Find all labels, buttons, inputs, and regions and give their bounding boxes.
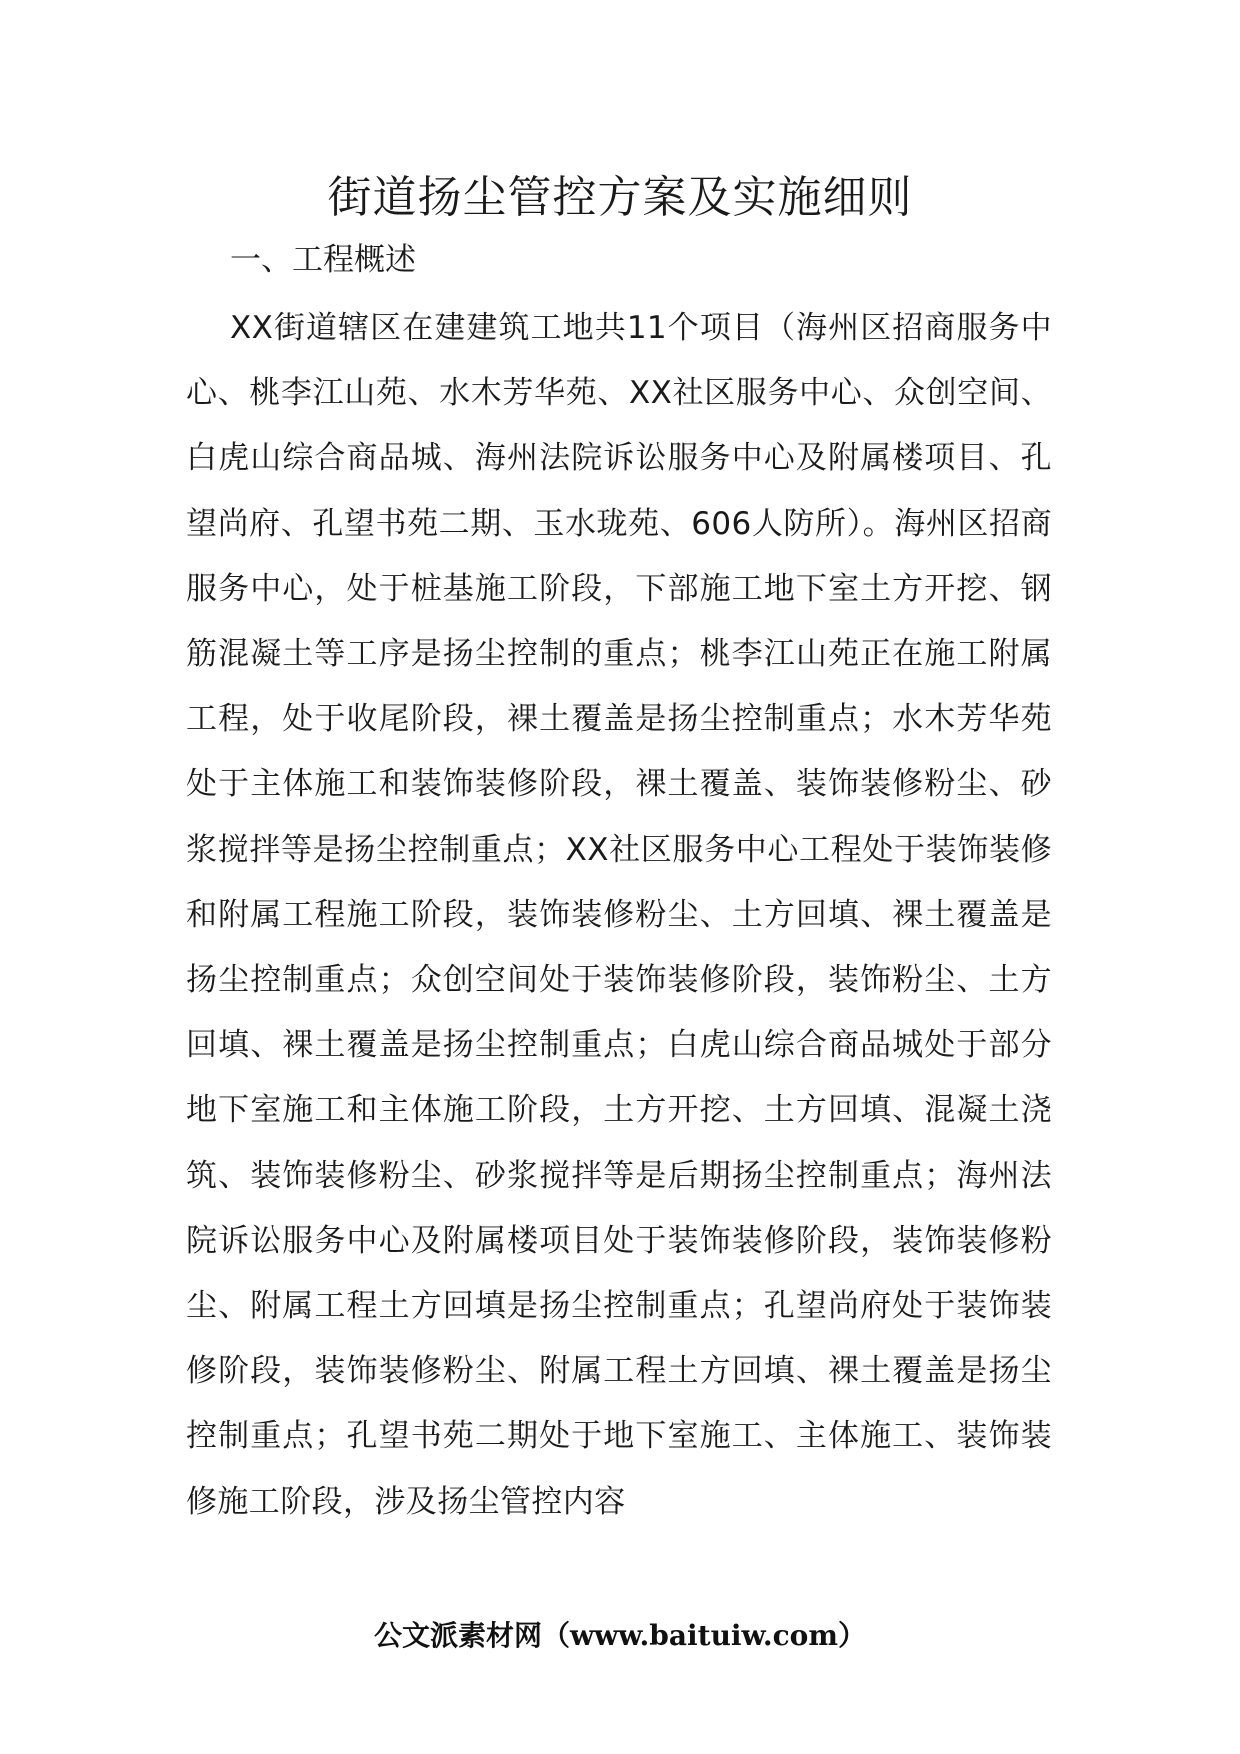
section-heading: 一、工程概述: [230, 242, 416, 278]
document-title: 街道扬尘管控方案及实施细则: [327, 172, 913, 223]
footer-watermark: 公文派素材网（www.baituiw.com）: [374, 1619, 866, 1652]
body-paragraph: XX街道辖区在建建筑工地共11个项目（海州区招商服务中心、桃李江山苑、水木芳华苑、XX社区服务中心、众创空间、白虎山综合商品城、海州法院诉讼服务中心及附属楼项目、孔望尚府、孔望书苑二期、玉水珑苑、606人防所）。海州区招商服务中心，处于桩基施工阶段，下部施工地下室土方开挖、钢筋混凝土等工序是扬尘控制的重点；桃李江山苑正在施工附属工程，处于收尾阶段，裸土覆盖是扬尘控制重点；水木芳华苑处于主体施工和装饰装修阶段，裸土覆盖、装饰装修粉尘、砂浆搅拌等是扬尘控制重点；XX社区服务中心工程处于装饰装修和附属工程施工阶段，装饰装修粉尘、土方回填、裸土覆盖是扬尘控制重点；众创空间处于装饰装修阶段，装饰粉尘、土方回填、裸土覆盖是扬尘控制重点；白虎山综合商品城处于部分地下室施工和主体施工阶段，土方开挖、土方回填、混凝土浇筑、装饰装修粉尘、砂浆搅拌等是后期扬尘控制重点；海州法院诉讼服务中心及附属楼项目处于装饰装修阶段，装饰装修粉尘、附属工程土方回填是扬尘控制重点；孔望尚府处于装饰装修阶段，装饰装修粉尘、附属工程土方回填、裸土覆盖是扬尘控制重点；孔望书苑二期处于地下室施工、主体施工、装饰装修施工阶段，涉及扬尘管控内容: [186, 310, 1052, 1520]
